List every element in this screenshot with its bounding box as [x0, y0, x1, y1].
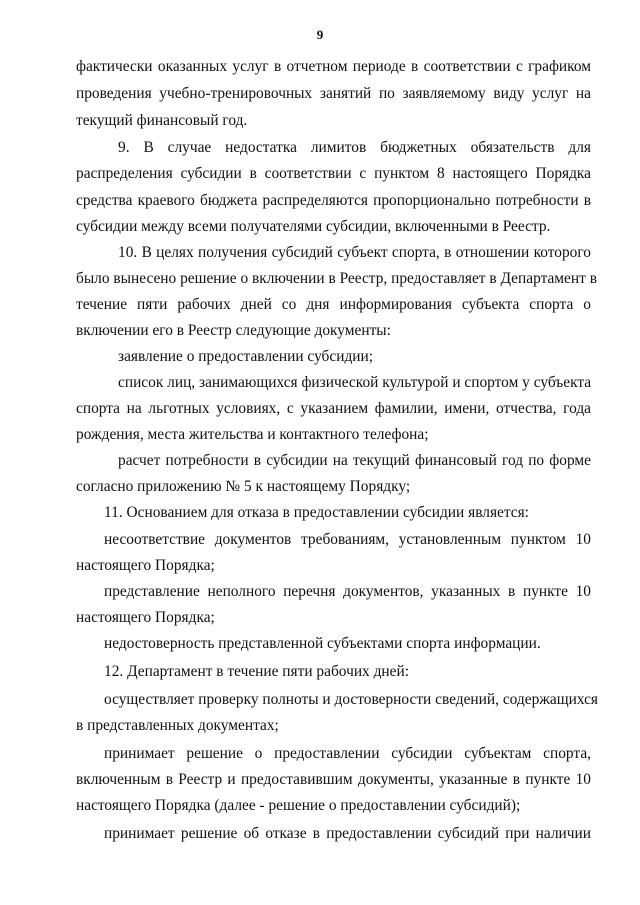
text-line: 9. В случае недостатка лимитов бюджетных обязательств для [118, 139, 591, 156]
text-line: недостоверность представленной субъектами спорта информации. [104, 635, 541, 652]
text-line: 10. В целях получения субсидий субъект спорта, в отношении которого [118, 244, 591, 261]
text-line: заявление о предоставлении субсидии; [118, 348, 374, 365]
text-line: было вынесено решение о включении в Реестр, предоставляет в Департамент в [76, 270, 597, 287]
text-line: принимает решение о предоставлении субсидии субъектам спорта, [104, 745, 591, 762]
text-line: средства краевого бюджета распределяются пропорционально потребности в [76, 192, 591, 209]
text-line: 11. Основанием для отказа в предоставлении субсидии является: [104, 504, 529, 521]
text-line: текущий финансовый год. [76, 112, 248, 129]
text-line: распределения субсидии в соответствии с пунктом 8 настоящего Порядка [76, 165, 591, 182]
text-line: включении его в Реестр следующие документы: [76, 322, 391, 339]
text-line: 12. Департамент в течение пяти рабочих дней: [104, 663, 410, 680]
text-line: спорта на льготных условиях, с указанием фамилии, имени, отчества, года [76, 400, 591, 417]
text-line: список лиц, занимающихся физической культурой и спортом у субъекта [118, 374, 592, 391]
text-line: представление неполного перечня документов, указанных в пункте 10 [104, 583, 591, 600]
text-line: в представленных документах; [76, 717, 279, 734]
text-line: фактически оказанных услуг в отчетном периоде в соответствии с графиком [76, 58, 591, 75]
text-line: проведения учебно-тренировочных занятий по заявляемому виду услуг на [76, 85, 591, 102]
text-line: настоящего Порядка (далее - решение о предоставлении субсидий); [76, 797, 521, 814]
text-line: субсидии между всеми получателями субсидии, включенными в Реестр. [76, 218, 551, 235]
text-line: течение пяти рабочих дней со дня информирования субъекта спорта о [76, 296, 591, 313]
text-line: согласно приложению № 5 к настоящему Порядку; [76, 478, 411, 495]
text-line: настоящего Порядка; [76, 557, 215, 574]
text-line: настоящего Порядка; [76, 609, 215, 626]
text-line: включенным в Реестр и предоставившим документы, указанные в пункте 10 [76, 771, 591, 788]
text-line: несоответствие документов требованиям, установленным пунктом 10 [104, 531, 591, 548]
page-number: 9 [316, 27, 324, 42]
text-line: осуществляет проверку полноты и достоверности сведений, содержащихся [104, 691, 598, 708]
text-line: расчет потребности в субсидии на текущий финансовый год по форме [118, 452, 591, 469]
text-line: принимает решение об отказе в предоставлении субсидий при наличии [104, 825, 591, 842]
text-line: рождения, места жительства и контактного телефона; [76, 426, 429, 443]
